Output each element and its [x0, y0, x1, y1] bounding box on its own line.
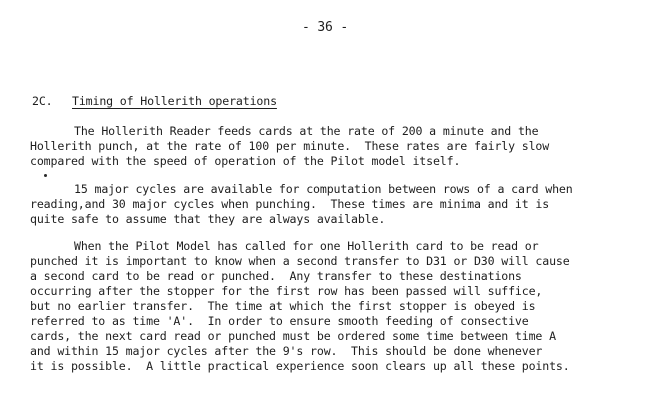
stray-ink-mark [44, 174, 47, 177]
paragraph-line: The Hollerith Reader feeds cards at the rate of 200 a minute and the [74, 124, 539, 138]
section-heading [32, 94, 277, 109]
section-title: Timing of Hollerith operations [72, 94, 277, 108]
section-number: 2C. [32, 94, 53, 108]
paragraph-line: reading,and 30 major cycles when punching. These times are minima and it is [30, 197, 550, 211]
paragraph-line: When the Pilot Model has called for one Hollerith card to be read or [74, 239, 539, 253]
page-number: - 36 - [301, 20, 349, 35]
paragraph-line: but no earlier transfer. The time at which the first stopper is obeyed is [30, 299, 536, 313]
paragraph-line: a second card to be read or punched. Any transfer to these destinations [30, 269, 522, 283]
paragraph-line: compared with the speed of operation of the Pilot model itself. [30, 154, 461, 168]
paragraph-line: occurring after the stopper for the first row has been passed will suffice, [30, 284, 543, 298]
paragraph-line: punched it is important to know when a second transfer to D31 or D30 will cause [30, 254, 570, 268]
paragraph-line: Hollerith punch, at the rate of 100 per minute. These rates are fairly slow [30, 139, 550, 153]
paragraph-line: it is possible. A little practical experience soon clears up all these points. [30, 359, 570, 373]
paragraph-line: and within 15 major cycles after the 9's row. This should be done whenever [30, 344, 543, 358]
paragraph-line: referred to as time 'A'. In order to ensure smooth feeding of consective [30, 314, 529, 328]
paragraph-line: cards, the next card read or punched must be ordered some time between time A [30, 329, 556, 343]
paragraph-line: 15 major cycles are available for computation between rows of a card when [74, 182, 573, 196]
paragraph-line: quite safe to assume that they are always available. [30, 212, 386, 226]
